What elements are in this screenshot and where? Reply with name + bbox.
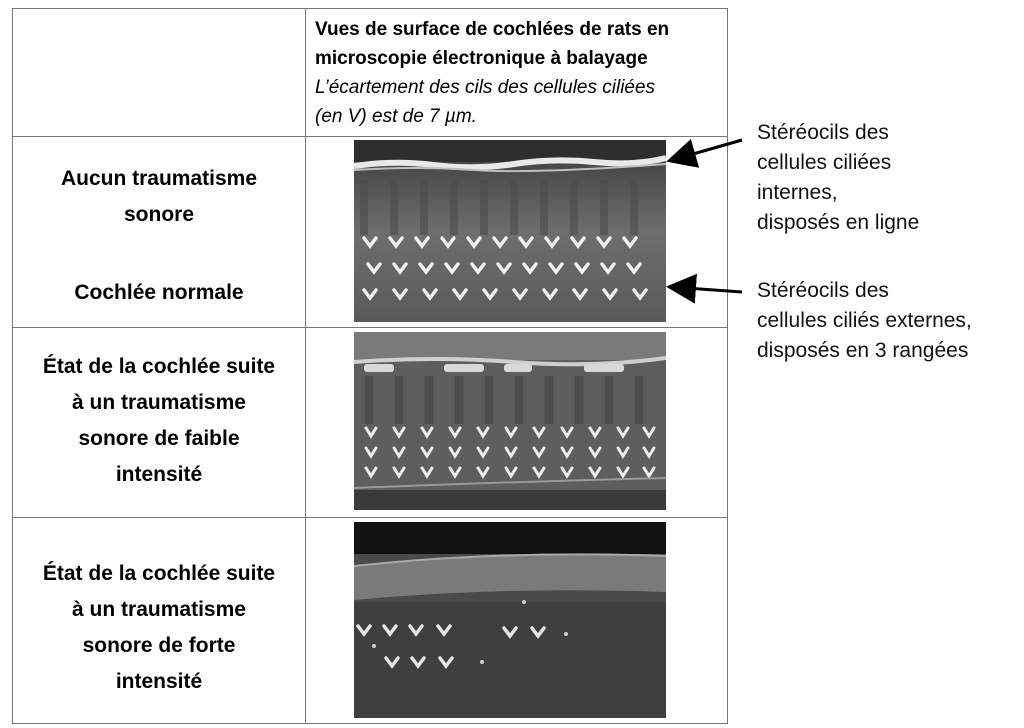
- header-title-line-2: microscopie électronique à balayage: [315, 48, 648, 69]
- annotation-line: disposés en 3 rangées: [757, 339, 969, 362]
- header-note-line-2: (en V) est de 7 µm.: [315, 106, 477, 127]
- row-label-line: État de la cochlée suite: [42, 355, 276, 378]
- header-title-line-1: Vues de surface de cochlées de rats en: [315, 19, 670, 40]
- arrow-inner-stereocilia: [672, 140, 742, 160]
- annotation-line: cellules ciliées: [757, 151, 892, 174]
- annotation-inner-hair-cells: [757, 118, 919, 238]
- row-label-line: intensité: [115, 670, 203, 693]
- row-label-line: sonore: [123, 203, 194, 226]
- annotation-line: Stéréocils des: [757, 121, 889, 144]
- annotation-line: cellules ciliés externes,: [757, 309, 972, 332]
- row-label-line: Cochlée normale: [74, 281, 244, 304]
- row-label-line: à un traumatisme: [72, 598, 246, 621]
- annotation-line: internes,: [757, 181, 838, 204]
- row-label-line: sonore de forte: [82, 634, 236, 657]
- row-label-line: à un traumatisme: [72, 391, 246, 414]
- row-label-line: Aucun traumatisme: [60, 167, 258, 190]
- annotation-line: Stéréocils des: [757, 279, 889, 302]
- row-label-line: État de la cochlée suite: [42, 562, 276, 585]
- row-label-line: sonore de faible: [78, 427, 240, 450]
- row-label-line: intensité: [115, 463, 203, 486]
- annotation-line: disposés en ligne: [757, 211, 920, 234]
- annotation-outer-hair-cells: [757, 276, 972, 366]
- arrow-outer-stereocilia: [672, 287, 742, 292]
- header-note-line-1: L’écartement des cils des cellules ciliées: [315, 77, 656, 98]
